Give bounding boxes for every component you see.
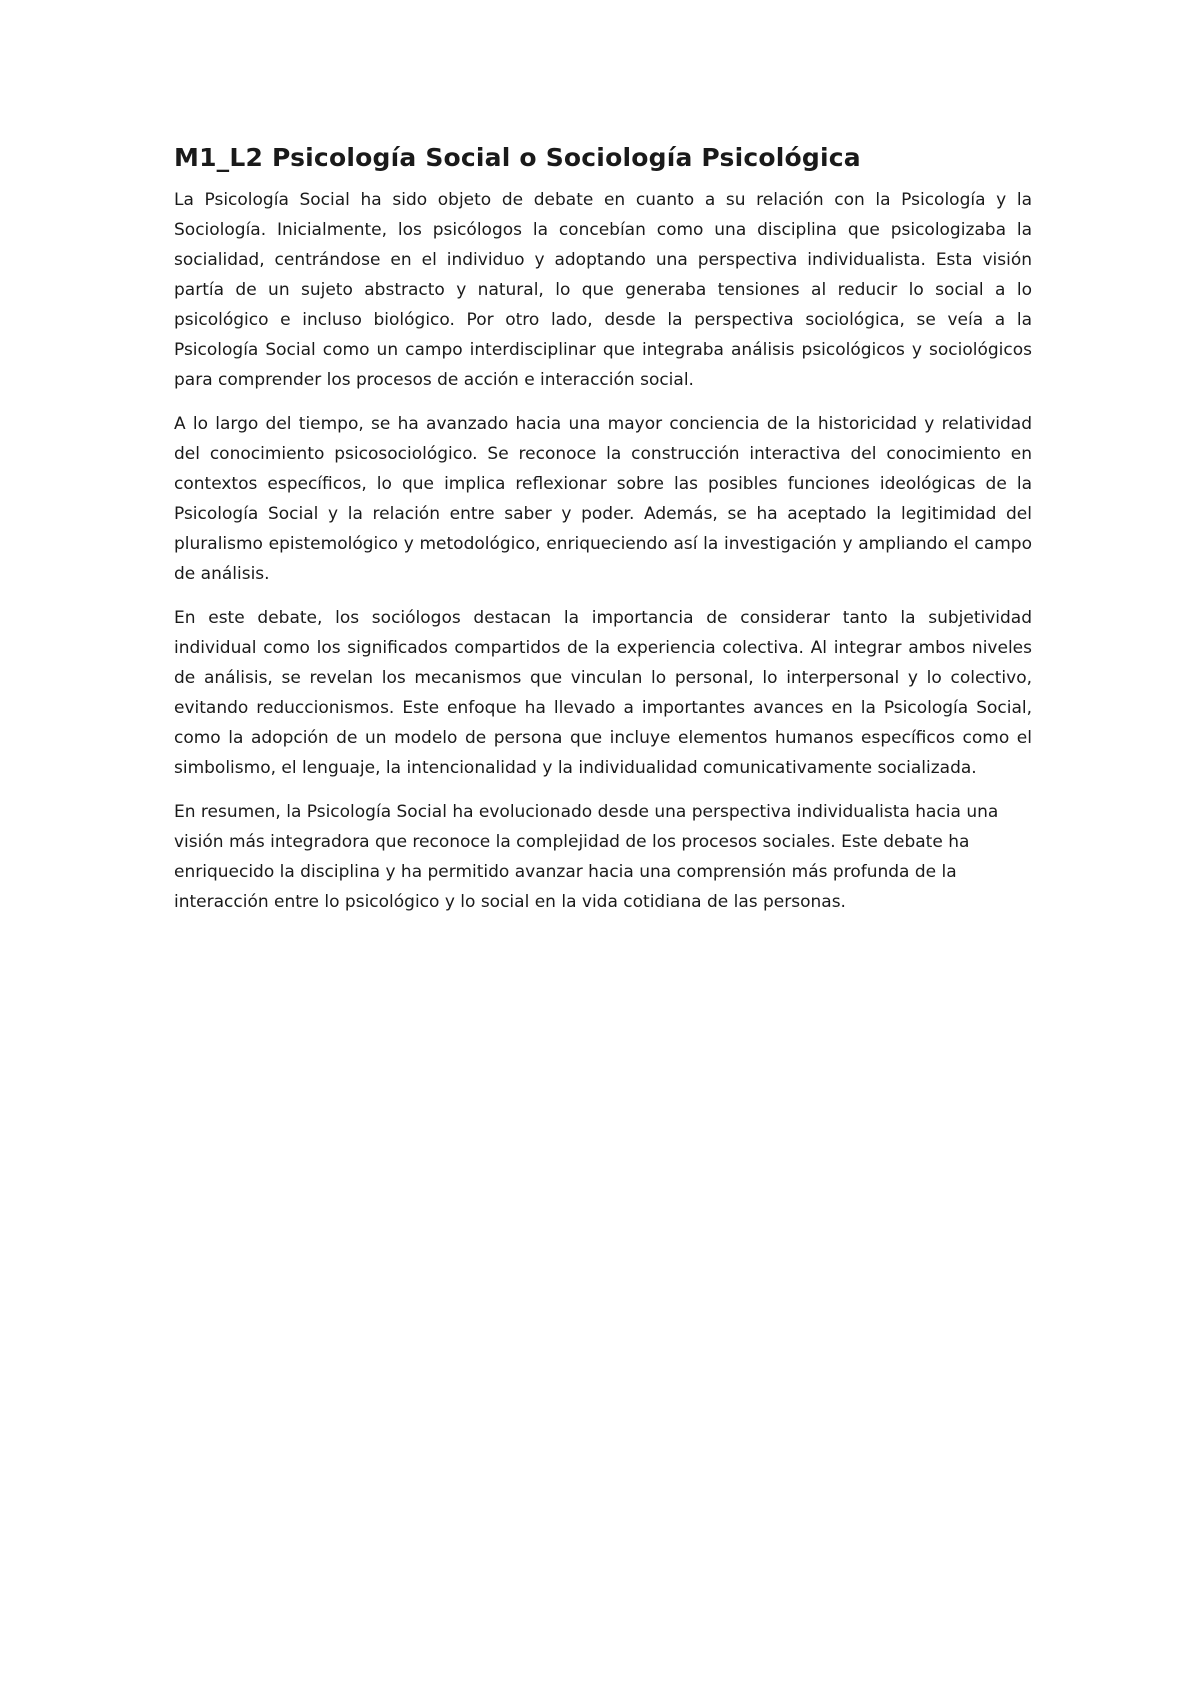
document-body: [174, 141, 1032, 931]
paragraph-4: En resumen, la Psicología Social ha evolucionado desde una perspectiva individualista hacia una visión más integradora que reconoce la complejidad de los procesos sociales. Este debate ha enriquecido la disciplina y ha permitido avanzar hacia una comprensión más profunda de la interacción entre lo psicológico y lo social en la vida cotidiana de las personas.: [174, 802, 999, 912]
paragraph-3: En este debate, los sociólogos destacan la importancia de considerar tanto la subjetividad individual como los significados compartidos de la experiencia colectiva. Al integrar ambos niveles de análisis, se revelan los mecanismos que vinculan lo personal, lo interpersonal y lo colectivo, evitando reduccionismos. Este enfoque ha llevado a importantes avances en la Psicología Social, como la adopción de un modelo de persona que incluye elementos humanos específicos como el simbolismo, el lenguaje, la intencionalidad y la individualidad comunicativamente socializada.: [174, 608, 1032, 778]
paragraph-2: A lo largo del tiempo, se ha avanzado hacia una mayor conciencia de la historicidad y relatividad del conocimiento psicosociológico. Se reconoce la construcción interactiva del conocimiento en contextos específicos, lo que implica reflexionar sobre las posibles funciones ideológicas de la Psicología Social y la relación entre saber y poder. Además, se ha aceptado la legitimidad del pluralismo epistemológico y metodológico, enriqueciendo así la investigación y ampliando el campo de análisis.: [174, 414, 1032, 584]
paragraph-1: La Psicología Social ha sido objeto de debate en cuanto a su relación con la Psicología y la Sociología. Inicialmente, los psicólogos la concebían como una disciplina que psicologizaba la socialidad, centrándose en el individuo y adoptando una perspectiva individualista. Esta visión partía de un sujeto abstracto y natural, lo que generaba tensiones al reducir lo social a lo psicológico e incluso biológico. Por otro lado, desde la perspectiva sociológica, se veía a la Psicología Social como un campo interdisciplinar que integraba análisis psicológicos y sociológicos para comprender los procesos de acción e interacción social.: [174, 190, 1032, 390]
document-title: M1_L2 Psicología Social o Sociología Psicológica: [174, 143, 861, 172]
